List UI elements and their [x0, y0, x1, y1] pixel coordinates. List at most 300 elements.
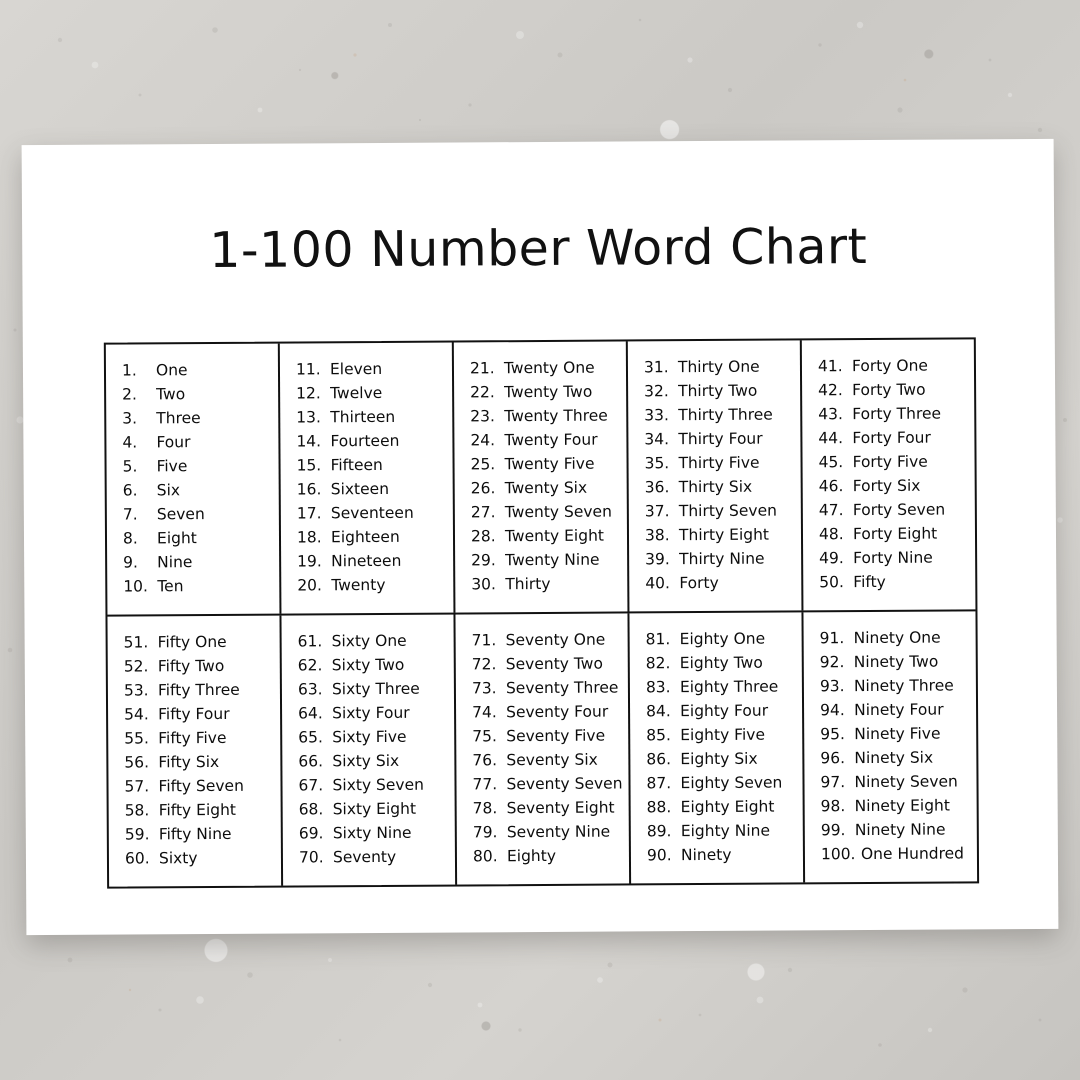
- entry-number: 40.: [645, 574, 670, 593]
- number-word-entry: [802, 425, 974, 450]
- entry-number: 74.: [472, 703, 497, 722]
- entry-number: 19.: [297, 552, 322, 571]
- entry-word: Sixty Four: [332, 703, 410, 723]
- number-word-entry: [804, 625, 976, 650]
- entry-number: 79.: [472, 823, 498, 842]
- entry-number: 29.: [471, 551, 496, 570]
- entry-word: Twenty One: [503, 358, 595, 378]
- entry-word: Ninety Four: [854, 700, 944, 720]
- entry-word: Nineteen: [331, 551, 402, 571]
- number-word-entry: [630, 770, 802, 795]
- entry-number: 42.: [818, 381, 843, 400]
- entry-number: 50.: [819, 573, 844, 592]
- entry-number: 70.: [298, 848, 324, 867]
- entry-word: Ninety Eight: [854, 796, 950, 816]
- number-word-entry: [109, 822, 281, 847]
- entry-word: Eighty One: [679, 629, 766, 649]
- number-word-entry: [804, 697, 976, 722]
- entry-number: 47.: [818, 501, 844, 520]
- number-word-entry: [280, 429, 452, 454]
- entry-number: 90.: [646, 846, 672, 865]
- entry-number: 66.: [298, 752, 324, 771]
- entry-word: Fourteen: [330, 431, 400, 451]
- number-word-entry: [456, 627, 628, 652]
- number-word-entry: [456, 723, 628, 748]
- number-word-entry: [803, 545, 975, 570]
- number-word-entry: [457, 819, 629, 844]
- chart-column: [279, 615, 455, 886]
- entry-number: 59.: [124, 825, 150, 844]
- entry-number: 62.: [297, 656, 323, 675]
- number-word-entry: [280, 357, 452, 382]
- chart-column: [106, 344, 280, 615]
- number-word-entry: [628, 378, 800, 403]
- entry-number: 87.: [646, 774, 672, 793]
- number-word-entry: [456, 699, 628, 724]
- entry-word: Twenty Nine: [505, 550, 600, 570]
- entry-word: Forty One: [851, 356, 928, 376]
- entry-word: Forty Six: [852, 476, 921, 496]
- chart-column: [278, 343, 454, 614]
- entry-word: Seventy Three: [505, 678, 619, 698]
- entry-number: 28.: [470, 527, 496, 546]
- entry-number: 61.: [297, 632, 323, 651]
- entry-number: 9.: [123, 553, 138, 572]
- entry-word: Eighty Three: [679, 677, 779, 697]
- chart-column: [801, 611, 977, 882]
- entry-number: 18.: [296, 528, 322, 547]
- chart-column: [800, 339, 976, 610]
- entry-number: 82.: [645, 654, 671, 673]
- entry-word: Nine: [157, 553, 193, 572]
- entry-word: One Hundred: [860, 844, 965, 864]
- entry-word: Ninety One: [853, 628, 941, 648]
- page-title: 1-100 Number Word Chart: [209, 217, 868, 280]
- entry-word: Forty Three: [852, 404, 942, 424]
- entry-number: 3.: [122, 409, 138, 428]
- entry-word: Fifty Seven: [158, 776, 244, 796]
- entry-word: Sixty Two: [331, 655, 405, 675]
- entry-word: Eight: [156, 529, 197, 548]
- number-word-entry: [282, 701, 454, 726]
- entry-word: Forty Two: [852, 380, 926, 400]
- number-word-entry: [107, 574, 279, 599]
- entry-number: 12.: [296, 384, 321, 403]
- entry-word: Thirty Two: [678, 381, 758, 401]
- number-word-entry: [282, 629, 454, 654]
- number-word-entry: [631, 794, 803, 819]
- number-word-entry: [455, 547, 627, 572]
- entry-number: 39.: [645, 550, 670, 569]
- entry-number: 48.: [818, 525, 844, 544]
- entry-word: Fifty Two: [157, 656, 225, 676]
- entry-word: Twenty Four: [504, 430, 598, 450]
- entry-word: Twenty Seven: [504, 502, 612, 522]
- entry-number: 52.: [123, 657, 149, 676]
- entry-number: 100.: [820, 845, 856, 864]
- entry-number: 6.: [122, 481, 138, 500]
- entry-number: 23.: [470, 407, 495, 426]
- entry-number: 4.: [122, 433, 138, 452]
- entry-number: 54.: [124, 705, 149, 724]
- entry-number: 32.: [644, 382, 669, 401]
- entry-word: Seventy Eight: [506, 798, 615, 818]
- entry-word: Eighty Eight: [680, 797, 775, 817]
- number-word-entry: [803, 497, 975, 522]
- number-word-entry: [282, 725, 454, 750]
- number-word-entry: [628, 426, 800, 451]
- entry-word: Six: [156, 481, 181, 500]
- entry-number: 81.: [645, 630, 671, 649]
- number-word-entry: [108, 702, 280, 727]
- entry-word: Thirty Six: [678, 477, 753, 497]
- entry-word: Fifteen: [330, 455, 383, 475]
- entry-word: Thirty One: [677, 357, 760, 377]
- number-word-entry: [628, 354, 800, 379]
- number-word-entry: [107, 526, 279, 551]
- chart-column: [452, 341, 628, 612]
- number-word-entry: [282, 653, 454, 678]
- entry-number: 27.: [470, 503, 496, 522]
- entry-word: Forty Four: [852, 428, 931, 448]
- entry-word: Eleven: [329, 359, 383, 379]
- entry-number: 38.: [644, 526, 670, 545]
- entry-word: Sixty: [158, 849, 198, 868]
- entry-number: 98.: [820, 797, 846, 816]
- entry-word: Seventy One: [505, 630, 606, 650]
- entry-word: Ten: [157, 577, 184, 596]
- entry-word: Forty Eight: [852, 524, 938, 544]
- entry-word: Seventy Seven: [506, 774, 623, 794]
- entry-number: 37.: [644, 502, 670, 521]
- entry-word: Thirty Four: [678, 429, 763, 449]
- entry-word: Eighteen: [330, 527, 400, 547]
- entry-word: Three: [156, 409, 201, 428]
- entry-word: Sixteen: [330, 479, 390, 499]
- number-word-entry: [629, 570, 801, 595]
- entry-word: Fifty Six: [158, 752, 220, 772]
- entry-number: 99.: [820, 821, 846, 840]
- entry-word: Two: [156, 385, 186, 404]
- number-word-entry: [630, 698, 802, 723]
- entry-word: Thirty: [505, 574, 551, 594]
- entry-word: Eighty Two: [679, 653, 763, 673]
- entry-number: 5.: [122, 457, 138, 476]
- entry-word: Thirty Three: [678, 405, 773, 425]
- entry-number: 65.: [298, 728, 323, 747]
- entry-number: 7.: [122, 505, 138, 524]
- entry-word: Twenty Eight: [504, 526, 605, 546]
- entry-word: Fifty Five: [158, 728, 227, 748]
- entry-number: 84.: [646, 702, 671, 721]
- entry-word: Fifty One: [157, 632, 227, 652]
- entry-word: Eighty Four: [680, 701, 769, 721]
- number-word-entry: [457, 843, 629, 868]
- entry-word: Five: [156, 457, 188, 476]
- entry-number: 25.: [470, 455, 496, 474]
- entry-number: 22.: [470, 383, 495, 402]
- entry-number: 45.: [818, 453, 844, 472]
- entry-word: Forty Five: [852, 452, 928, 472]
- number-word-entry: [109, 846, 281, 871]
- entry-number: 31.: [643, 358, 669, 377]
- number-word-entry: [283, 821, 455, 846]
- entry-word: Fifty: [853, 572, 886, 592]
- number-word-entry: [455, 499, 627, 524]
- number-word-entry: [280, 381, 452, 406]
- entry-word: Eighty Seven: [680, 773, 783, 793]
- entry-word: Thirty Eight: [678, 525, 770, 545]
- entry-number: 24.: [470, 431, 496, 450]
- entry-word: One: [155, 361, 188, 380]
- entry-number: 30.: [471, 575, 496, 594]
- entry-word: Seventy Six: [506, 750, 598, 770]
- entry-number: 60.: [124, 849, 150, 868]
- number-word-entry: [631, 842, 803, 867]
- entry-word: Ninety Five: [854, 724, 941, 744]
- number-word-entry: [454, 451, 626, 476]
- entry-number: 67.: [298, 776, 324, 795]
- entry-word: Eighty Six: [680, 749, 758, 769]
- entry-number: 92.: [819, 653, 845, 672]
- number-word-entry: [283, 797, 455, 822]
- number-word-entry: [629, 522, 801, 547]
- entry-word: Ninety Six: [854, 748, 934, 768]
- entry-number: 1.: [121, 361, 137, 380]
- entry-word: Thirteen: [330, 407, 396, 427]
- number-word-entry: [281, 549, 453, 574]
- number-word-entry: [802, 353, 974, 378]
- entry-number: 26.: [470, 479, 496, 498]
- number-word-entry: [628, 450, 800, 475]
- entry-word: Fifty Four: [158, 704, 230, 724]
- entry-word: Forty Nine: [853, 548, 933, 568]
- entry-word: Sixty Eight: [332, 799, 417, 819]
- number-word-entry: [107, 478, 279, 503]
- entry-number: 13.: [296, 408, 321, 427]
- number-word-entry: [804, 673, 976, 698]
- entry-number: 94.: [820, 701, 845, 720]
- entry-number: 15.: [296, 456, 322, 475]
- chart-column: [626, 340, 802, 611]
- entry-word: Seven: [156, 505, 205, 524]
- number-word-entry: [455, 475, 627, 500]
- entry-number: 97.: [820, 773, 846, 792]
- number-word-entry: [107, 550, 279, 575]
- entry-word: Forty: [679, 573, 719, 593]
- number-word-entry: [281, 525, 453, 550]
- entry-number: 51.: [123, 633, 149, 652]
- entry-number: 58.: [124, 801, 150, 820]
- number-word-entry: [282, 677, 454, 702]
- number-word-entry: [281, 573, 453, 598]
- entry-word: Seventy Nine: [506, 822, 611, 842]
- number-word-entry: [803, 521, 975, 546]
- entry-number: 35.: [644, 454, 670, 473]
- entry-word: Twenty: [331, 575, 386, 595]
- number-word-entry: [803, 473, 975, 498]
- entry-word: Fifty Nine: [158, 824, 232, 844]
- number-word-entry: [108, 654, 280, 679]
- number-word-entry: [628, 402, 800, 427]
- entry-number: 63.: [297, 680, 323, 699]
- entry-number: 83.: [645, 678, 671, 697]
- chart-row: [107, 609, 977, 886]
- number-word-entry: [630, 626, 802, 651]
- entry-number: 85.: [646, 726, 671, 745]
- number-word-entry: [457, 795, 629, 820]
- number-word-entry: [281, 477, 453, 502]
- number-word-entry: [630, 722, 802, 747]
- number-word-entry: [106, 358, 278, 383]
- entry-word: Thirty Five: [678, 453, 760, 473]
- entry-number: 56.: [124, 753, 150, 772]
- entry-word: Fifty Three: [157, 680, 240, 700]
- entry-number: 72.: [471, 655, 497, 674]
- number-word-entry: [282, 773, 454, 798]
- number-word-entry: [454, 427, 626, 452]
- entry-number: 68.: [298, 800, 324, 819]
- entry-number: 88.: [646, 798, 672, 817]
- entry-word: Sixty One: [331, 631, 407, 651]
- number-word-entry: [280, 405, 452, 430]
- entry-number: 41.: [817, 357, 843, 376]
- entry-number: 36.: [644, 478, 670, 497]
- entry-word: Twenty Five: [504, 454, 595, 474]
- entry-word: Ninety: [680, 845, 732, 865]
- number-word-entry: [108, 774, 280, 799]
- number-word-entry: [454, 355, 626, 380]
- entry-number: 86.: [646, 750, 672, 769]
- number-word-entry: [805, 841, 977, 866]
- entry-word: Thirty Nine: [679, 549, 765, 569]
- entry-word: Seventy Two: [505, 654, 603, 674]
- chart-column: [627, 612, 803, 883]
- entry-word: Seventeen: [330, 503, 414, 523]
- entry-number: 10.: [123, 577, 149, 596]
- entry-number: 17.: [296, 504, 322, 523]
- number-word-entry: [630, 674, 802, 699]
- entry-number: 77.: [472, 775, 498, 794]
- number-word-entry: [281, 501, 453, 526]
- number-word-entry: [106, 454, 278, 479]
- number-word-entry: [456, 675, 628, 700]
- number-word-entry: [455, 523, 627, 548]
- chart-row: [106, 339, 976, 614]
- number-word-entry: [108, 678, 280, 703]
- number-word-entry: [805, 817, 977, 842]
- entry-number: 96.: [820, 749, 846, 768]
- entry-word: Seventy Five: [506, 726, 606, 746]
- entry-word: Ninety Two: [853, 652, 939, 672]
- entry-number: 16.: [296, 480, 322, 499]
- number-word-entry: [108, 726, 280, 751]
- entry-word: Twenty Six: [504, 478, 588, 498]
- number-word-entry: [804, 649, 976, 674]
- entry-number: 93.: [819, 677, 845, 696]
- number-word-entry: [109, 798, 281, 823]
- entry-number: 76.: [472, 751, 498, 770]
- entry-number: 73.: [471, 679, 497, 698]
- entry-number: 33.: [644, 406, 669, 425]
- number-word-entry: [804, 745, 976, 770]
- number-word-entry: [283, 845, 455, 870]
- entry-number: 75.: [472, 727, 497, 746]
- number-word-entry: [108, 750, 280, 775]
- entry-word: Ninety Seven: [854, 772, 958, 792]
- number-word-entry: [106, 382, 278, 407]
- entry-number: 80.: [472, 847, 498, 866]
- entry-word: Eighty Nine: [680, 821, 771, 841]
- entry-number: 69.: [298, 824, 324, 843]
- number-word-entry: [280, 453, 452, 478]
- entry-number: 55.: [124, 729, 149, 748]
- entry-word: Four: [156, 433, 191, 452]
- number-word-entry: [106, 406, 278, 431]
- number-word-entry: [629, 546, 801, 571]
- number-word-chart: [104, 337, 979, 888]
- entry-word: Ninety Nine: [854, 820, 946, 840]
- number-word-entry: [805, 793, 977, 818]
- number-word-entry: [456, 651, 628, 676]
- entry-number: 78.: [472, 799, 498, 818]
- number-word-entry: [455, 571, 627, 596]
- number-word-entry: [630, 650, 802, 675]
- entry-number: 71.: [471, 631, 497, 650]
- number-word-entry: [803, 569, 975, 594]
- entry-number: 89.: [646, 822, 672, 841]
- entry-number: 53.: [123, 681, 149, 700]
- entry-number: 46.: [818, 477, 844, 496]
- entry-word: Sixty Six: [332, 751, 400, 771]
- entry-number: 44.: [818, 429, 844, 448]
- number-word-entry: [802, 449, 974, 474]
- entry-word: Forty Seven: [852, 500, 946, 520]
- entry-word: Thirty Seven: [678, 501, 777, 521]
- entry-word: Sixty Three: [331, 679, 420, 699]
- entry-word: Eighty: [506, 846, 557, 866]
- entry-number: 43.: [818, 405, 843, 424]
- entry-word: Eighty Five: [680, 725, 766, 745]
- entry-word: Twelve: [330, 383, 383, 403]
- entry-word: Twenty Three: [504, 406, 608, 426]
- number-word-entry: [282, 749, 454, 774]
- entry-word: Ninety Three: [853, 676, 954, 696]
- chart-column: [107, 616, 281, 887]
- entry-number: 91.: [819, 629, 845, 648]
- entry-word: Sixty Nine: [332, 823, 412, 843]
- entry-number: 34.: [644, 430, 670, 449]
- number-word-entry: [454, 379, 626, 404]
- entry-number: 20.: [297, 576, 323, 595]
- entry-number: 64.: [298, 704, 323, 723]
- number-word-entry: [804, 769, 976, 794]
- chart-column: [453, 613, 629, 884]
- printable-sheet: [22, 139, 1059, 935]
- number-word-entry: [456, 771, 628, 796]
- number-word-entry: [456, 747, 628, 772]
- entry-number: 49.: [819, 549, 844, 568]
- entry-word: Twenty Two: [504, 382, 593, 402]
- number-word-entry: [107, 502, 279, 527]
- entry-number: 11.: [295, 360, 321, 379]
- entry-word: Seventy: [332, 847, 397, 867]
- entry-number: 57.: [124, 777, 150, 796]
- entry-number: 2.: [122, 385, 137, 404]
- number-word-entry: [629, 474, 801, 499]
- number-word-entry: [804, 721, 976, 746]
- number-word-entry: [108, 630, 280, 655]
